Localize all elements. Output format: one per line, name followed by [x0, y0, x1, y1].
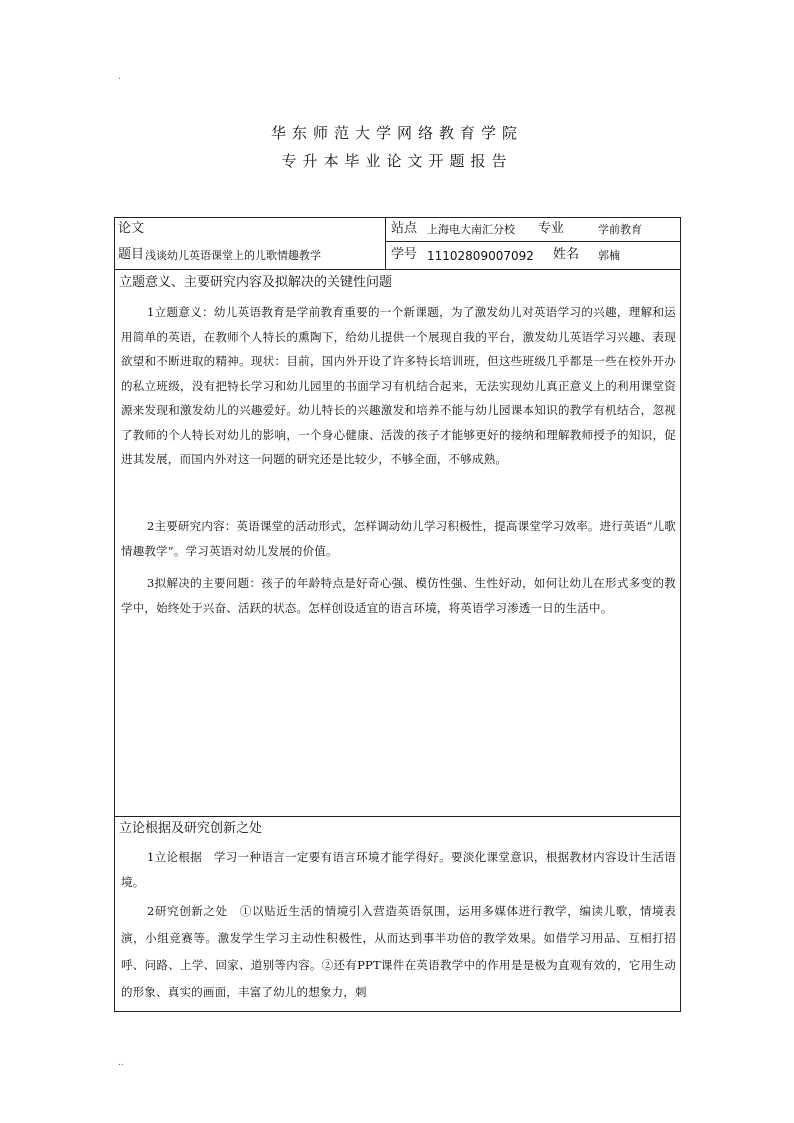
major-value: 学前教育	[598, 223, 642, 236]
student-id-label: 学号	[391, 247, 418, 262]
name-label: 姓名	[553, 247, 580, 262]
row-divider-section2	[115, 816, 680, 817]
thesis-title-value: 浅谈幼儿英语课堂上的儿歌情趣教学	[145, 249, 321, 262]
major-label: 专业	[538, 221, 565, 236]
section1-heading: 立题意义、主要研究内容及拟解决的关键性问题	[119, 275, 393, 290]
university-title: 华东师范大学网络教育学院	[270, 124, 523, 142]
section1-paragraph-content: 2主要研究内容：英语课堂的活动形式，怎样调动幼儿学习积极性，提高课堂学习效率。进行英语“儿歌情趣教学”。学习英语对幼儿发展的价值。	[121, 519, 676, 558]
thesis-label-line2: 题目	[118, 247, 145, 262]
thesis-label-line1: 论文	[118, 221, 145, 236]
row-divider-header	[115, 269, 680, 270]
station-value: 上海电大南汇分校	[427, 223, 515, 236]
row-divider-info	[385, 241, 680, 242]
page-dots-bottom: ..	[118, 1058, 124, 1068]
proposal-form-table	[114, 217, 681, 1012]
section2-paragraph-basis: 1立论根据 学习一种语言一定要有语言环境才能学得好。要淡化课堂意识，根据教材内容设计生活语境。	[121, 850, 676, 889]
report-title: 专升本毕业论文开题报告	[281, 152, 513, 170]
student-id-value: 11102809007092	[427, 249, 534, 263]
section2-paragraph-innovation: 2研究创新之处 ①以贴近生活的情境引入营造英语氛围，运用多媒体进行教学，编读儿歌，情境表演，小组竞赛等。激发学生学习主动性积极性，从而达到事半功倍的教学效果。如借学习用品、互相打招呼、问路、上学、回家、道别等内容。②还有PPT课件在英语教学中的作用是是极为直观有效的，它用生动的形象、真实的画面，丰富了幼儿的想象力，刺	[121, 904, 676, 999]
section1-paragraph-significance: 1立题意义：幼儿英语教育是学前教育重要的一个新课题，为了激发幼儿对英语学习的兴趣，理解和运用简单的英语，在教师个人特长的熏陶下，给幼儿提供一个展现自我的平台，激发幼儿英语学习兴趣、表现欲望和不断进取的精神。现状：目前，国内外开设了许多特长培训班，但这些班级几乎都是一些在校外开办的私立班级，没有把特长学习和幼儿园里的书面学习有机结合起来，无法实现幼儿真正意义上的利用课堂资源来发现和激发幼儿的兴趣爱好。幼儿特长的兴趣激发和培养不能与幼儿园课本知识的教学有机结合，忽视了教师的个人特长对幼儿的影响，一个身心健康、活泼的孩子才能够更好的接纳和理解教师授予的知识，促进其发展，而国内外对这一问题的研究还是比较少，不够全面，不够成熟。	[121, 305, 676, 466]
section1-paragraph-problems: 3拟解决的主要问题：孩子的年龄特点是好奇心强、模仿性强、生性好动，如何让幼儿在形式多变的教学中，始终处于兴奋、活跃的状态。怎样创设适宜的语言环境，将英语学习渗透一日的生活中。	[121, 576, 676, 615]
column-divider	[385, 218, 386, 269]
name-value: 郭楠	[598, 249, 620, 262]
station-label: 站点	[391, 221, 418, 236]
section2-heading: 立论根据及研究创新之处	[119, 821, 263, 836]
page-dot-top: .	[118, 72, 121, 82]
